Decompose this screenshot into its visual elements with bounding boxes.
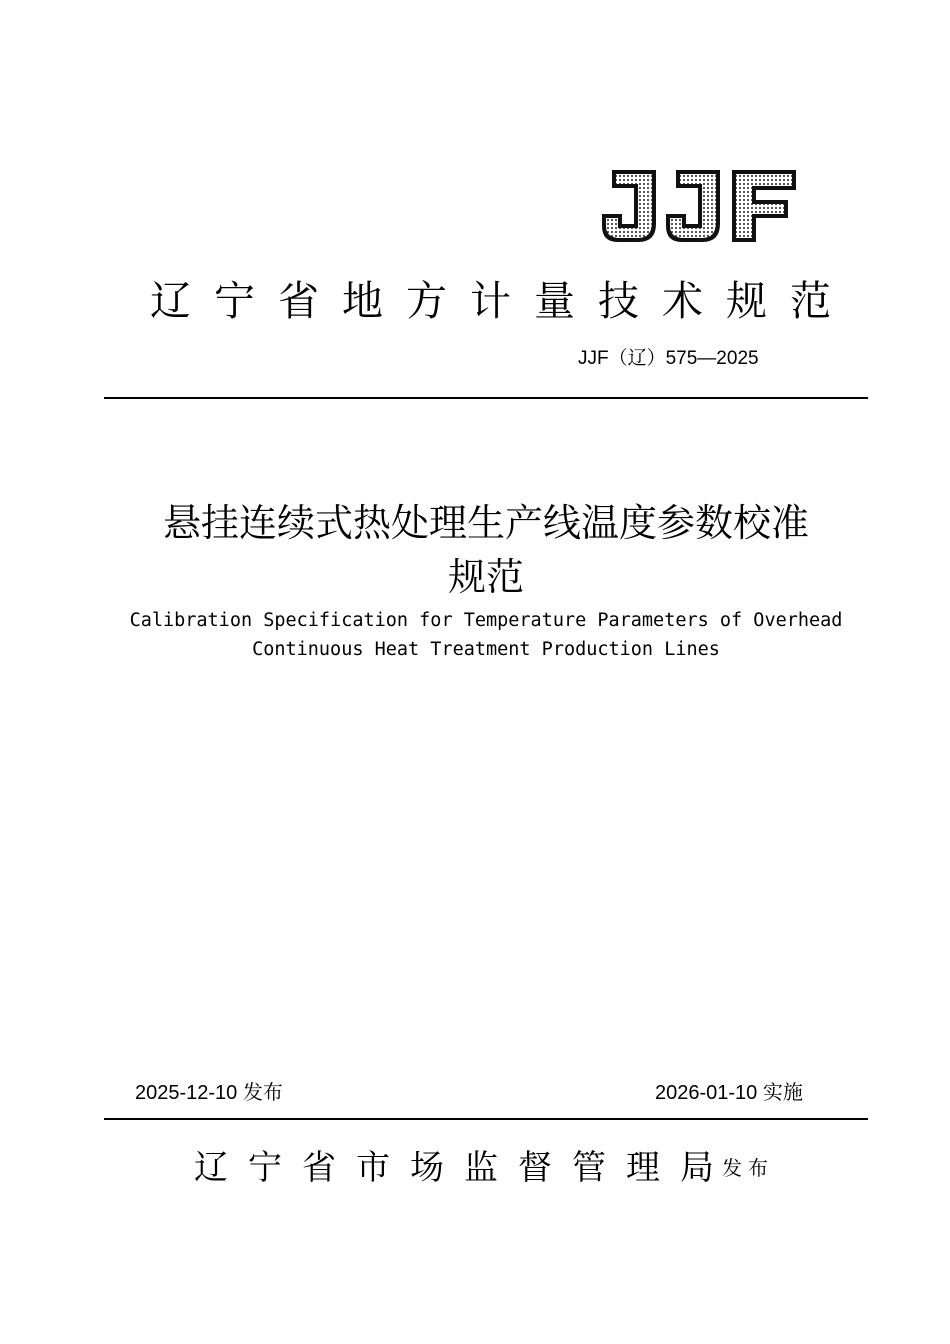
logo-letter-f — [732, 170, 796, 242]
title-english-line2: Continuous Heat Treatment Production Lines — [252, 639, 720, 660]
title-chinese — [104, 496, 868, 604]
logo-letter-j2 — [666, 170, 720, 242]
title-english-line1: Calibration Specification for Temperature Parameters of Overhead — [129, 610, 843, 631]
document-number: JJF（辽）575—2025 — [578, 348, 759, 369]
issue-date: 2025-12-10 发布 — [135, 1082, 283, 1104]
issuing-authority: 辽宁省市场监督管理局 — [194, 1148, 734, 1188]
issuer-title: 辽宁省地方计量技术规范 — [150, 277, 854, 325]
implementation-date: 2026-01-10 实施 — [655, 1082, 803, 1104]
bottom-divider — [104, 1118, 868, 1120]
title-english — [104, 606, 868, 664]
title-chinese-line2: 规范 — [447, 555, 524, 599]
jjf-logo — [598, 166, 798, 246]
title-chinese-line1: 悬挂连续式热处理生产线温度参数校准 — [162, 501, 809, 545]
top-divider — [104, 397, 868, 399]
issuing-authority-suffix: 发布 — [722, 1156, 774, 1180]
logo-letter-j1 — [602, 170, 656, 242]
